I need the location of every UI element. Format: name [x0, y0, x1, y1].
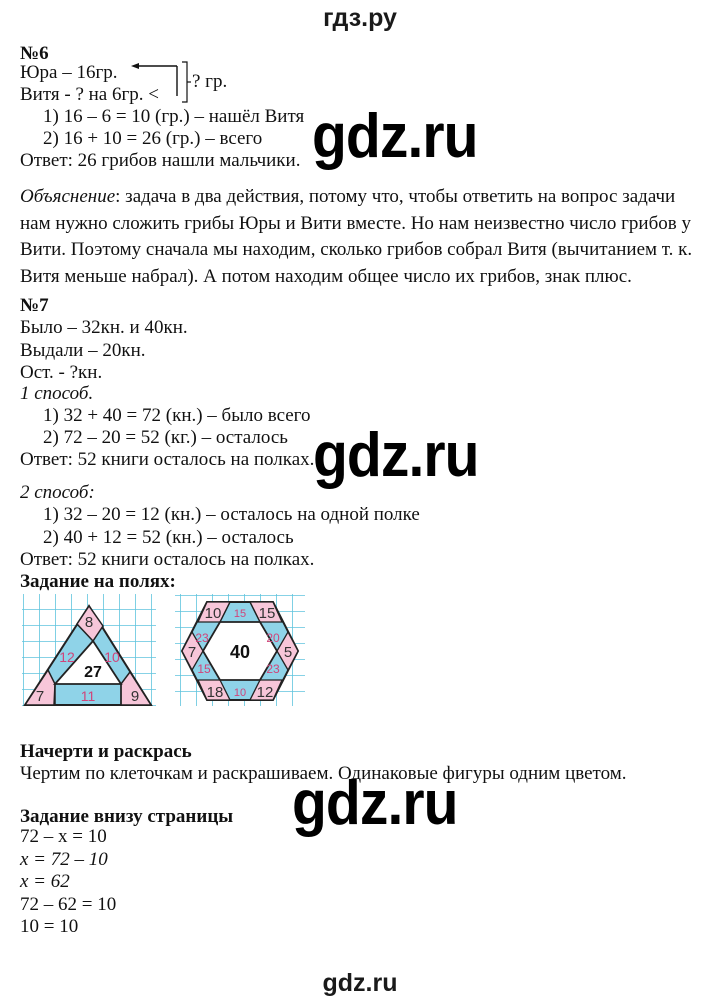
svg-text:15: 15 [233, 608, 247, 620]
method2-label: 2 способ: [20, 482, 95, 503]
svg-text:23: 23 [266, 662, 280, 676]
equation-line-3: x = 62 [20, 871, 70, 892]
method2-answer: Ответ: 52 книги осталось на полках. [20, 549, 315, 570]
margin-task-title: Задание на полях: [20, 571, 176, 592]
triangle-figure [22, 594, 162, 710]
svg-text:12: 12 [256, 684, 274, 701]
explanation-label: Объяснение [20, 186, 116, 207]
method1-step-2: 2) 72 – 20 = 52 (кг.) – осталось [43, 427, 288, 448]
method2-step-2: 2) 40 + 12 = 52 (кн.) – осталось [43, 527, 294, 548]
svg-text:40: 40 [229, 642, 251, 662]
method1-step-1: 1) 32 + 40 = 72 (кн.) – было всего [43, 405, 311, 426]
svg-text:18: 18 [206, 684, 224, 701]
task6-line-yura: Юра – 16гр. [20, 62, 118, 83]
svg-text:27: 27 [84, 664, 102, 681]
hexagon-figure [175, 594, 310, 710]
draw-task-title: Начерти и раскрась [20, 741, 192, 762]
svg-text:10: 10 [233, 687, 247, 699]
equation-line-1: 72 – x = 10 [20, 826, 107, 847]
task7-line-3: Ост. - ?кн. [20, 362, 103, 383]
task7-line-1: Было – 32кн. и 40кн. [20, 317, 188, 338]
svg-text:7: 7 [35, 688, 45, 705]
svg-text:10: 10 [204, 605, 222, 622]
svg-text:15: 15 [197, 662, 211, 676]
svg-text:9: 9 [130, 688, 140, 705]
task7-line-2: Выдали – 20кн. [20, 340, 146, 361]
equation-line-5: 10 = 10 [20, 916, 79, 937]
svg-text:20: 20 [266, 631, 280, 645]
draw-task-text: Чертим по клеточкам и раскрашиваем. Одинаковые фигуры одним цветом. [20, 763, 627, 784]
svg-text:10: 10 [104, 649, 120, 665]
svg-text:23: 23 [195, 631, 209, 645]
watermark: gdz.ru [292, 769, 458, 838]
equation-line-4: 72 – 62 = 10 [20, 894, 117, 915]
task6-explanation [20, 184, 710, 290]
svg-text:5: 5 [283, 644, 293, 661]
method1-answer: Ответ: 52 книги осталось на полках. [20, 449, 315, 470]
site-footer: gdz.ru [322, 969, 398, 997]
task6-number: №6 [20, 43, 49, 64]
svg-text:7: 7 [187, 644, 197, 661]
method1-label: 1 способ. [20, 383, 94, 404]
bottom-task-title: Задание внизу страницы [20, 806, 234, 827]
task7-number: №7 [20, 295, 49, 316]
task6-step-1: 1) 16 – 6 = 10 (гр.) – нашёл Витя [43, 106, 305, 127]
svg-text:8: 8 [84, 614, 94, 631]
watermark: gdz.ru [313, 421, 479, 490]
site-header: гдз.ру [323, 4, 397, 32]
task6-step-2: 2) 16 + 10 = 26 (гр.) – всего [43, 128, 263, 149]
svg-text:15: 15 [258, 605, 276, 622]
method2-step-1: 1) 32 – 20 = 12 (кн.) – осталось на одной полке [43, 504, 420, 525]
task6-line-vitya: Витя - ? на 6гр. < [20, 84, 160, 105]
svg-text:12: 12 [59, 649, 75, 665]
task6-answer: Ответ: 26 грибов нашли мальчики. [20, 150, 301, 171]
watermark: gdz.ru [312, 102, 478, 171]
equation-line-2: x = 72 – 10 [20, 849, 108, 870]
bracket-label: ? гр. [192, 71, 228, 92]
svg-text:11: 11 [80, 688, 96, 704]
explanation-text: : задача в два действия, потому что, чтобы ответить на вопрос задачи нам нужно сложить грибы Юры и Вити вместе. Но нам неизвестно число грибов у Вити. Поэтому сначала мы находим, сколько грибов собрал Витя (вычитанием т. к. Витя меньше набрал). А потом находим общее число их грибов, знак плюс. [20, 186, 693, 287]
